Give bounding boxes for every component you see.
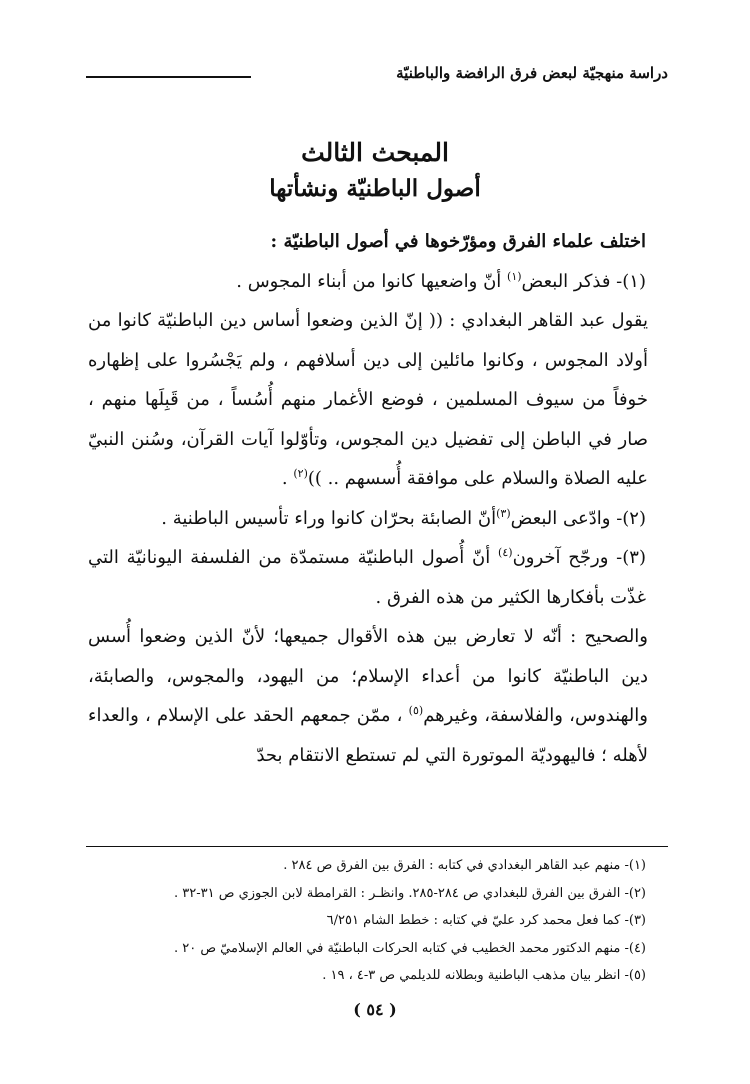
- point-2-lead: (٢)- وادّعى البعض: [510, 507, 646, 529]
- point-1-lead: (١)- فذكر البعض: [521, 270, 646, 292]
- footnote-ref-5[interactable]: (٥): [408, 704, 424, 717]
- footnote-2: (٢)- الفرق بين الفرق للبغدادي ص ٢٨٤-٢٨٥. وانظـر : القرامطة لابن الجوزي ص ٣١-٣٢ .: [174, 885, 646, 901]
- footnote-5: (٥)- انظر بيان مذهب الباطنية وبطلانه للديلمي ص ٣-٤ ، ١٩ .: [322, 968, 646, 983]
- section-title: المبحث الثالث: [301, 138, 449, 167]
- header-rule: [86, 76, 251, 78]
- point-3-lead: (٣)- ورجّح آخرون: [512, 547, 646, 568]
- conclusion-paragraph: [88, 617, 668, 775]
- section-subtitle: أصول الباطنيّة ونشأتها: [269, 175, 481, 202]
- footnote-3: (٣)- كما فعل محمد كرد عليّ في كتابه : خطط الشام ٦/٢٥١: [326, 913, 646, 928]
- point-2-rest: أنّ الصابئة بحرّان كانوا وراء تأسيس الباطنية .: [161, 507, 497, 529]
- point-3: [88, 538, 668, 617]
- intro-paragraph: اختلف علماء الفرق ومؤرّخوها في أصول الباطنيّة :: [270, 231, 646, 252]
- footnote-ref-1[interactable]: (١): [507, 269, 522, 283]
- footnote-rule: [86, 846, 668, 847]
- point-3-rest: أنّ أُصول الباطنيّة مستمدّة من الفلسفة اليونانيّة التي غذّت بأفكارها الكثير من هذه الفرق .: [88, 547, 646, 608]
- body-text: [88, 222, 668, 775]
- point-1: [88, 262, 668, 302]
- footnote-ref-4[interactable]: (٤): [498, 546, 513, 559]
- point-1-rest: أنّ واضعيها كانوا من أبناء المجوس .: [236, 270, 508, 292]
- footnote-1: (١)- منهم عبد القاهر البغدادي في كتابه : الفرق بين الفرق ص ٢٨٤ .: [283, 858, 646, 873]
- conclusion-text: والصحيح : أنّه لا تعارض بين هذه الأقوال جميعها؛ لأنّ الذين وضعوا أُسس دين الباطنيّة كانوا من أعداء الإسلام؛ من اليهود، والمجوس، والصابئة، والهندوس، والفلاسفة، وغيرهم: [88, 626, 648, 726]
- conclusion-rest: ، ممّن جمعهم الحقد على الإسلام ، والعداء لأهله ؛ فاليهوديّة الموتورة التي لم تستطع الانتقام بحدّ: [88, 705, 648, 766]
- footnote-ref-3[interactable]: (٣): [496, 506, 511, 520]
- point-2: [88, 499, 668, 539]
- footnote-ref-2[interactable]: (٢): [293, 467, 308, 480]
- footnote-4: (٤)- منهم الدكتور محمد الخطيب في كتابه الحركات الباطنيّة في العالم الإسلاميّ ص ٢٠ .: [173, 940, 646, 956]
- running-header: [86, 62, 668, 90]
- quote-paragraph: يقول عبد القاهر البغدادي : (( إنّ الذين وضعوا أساس دين الباطنيّة كانوا من أولاد المجوس ، وكانوا مائلين إلى دين أسلافهم ، ولم يَجْسُروا على إظهاره خوفاً من سيوف المسلمين ، فوضع الأغمار منهم أُسُساً ، من قَبِلَها منهم ، صار في الباطن إلى تفضيل دين المجوس، وتأوّلوا آيات القرآن، وسُنن النبيّ عليه الصلاة والسلام على موافقة أُسسهم .. ))$^{(٢)}$ .: [88, 310, 648, 489]
- footnotes: [86, 852, 646, 990]
- running-title: دراسة منهجيّة لبعض فرق الرافضة والباطنيّة: [396, 64, 668, 82]
- page-number: ( ٥٤ ): [353, 1000, 397, 1019]
- quote-text: يقول عبد القاهر البغدادي : (( إنّ الذين وضعوا أساس دين الباطنيّة كانوا من أولاد المجوس ، وكانوا مائلين إلى دين أسلافهم ، ولم يَجْسُروا على إظهاره خوفاً من سيوف المسلمين ، فوضع الأغمار منهم أُسُساً ، من قَبِلَها منهم ، صار في الباطن إلى تفضيل دين المجوس، وتأوّلوا آيات القرآن، وسُنن النبيّ عليه الصلاة والسلام على موافقة أُسسهم .. )): [88, 310, 648, 489]
